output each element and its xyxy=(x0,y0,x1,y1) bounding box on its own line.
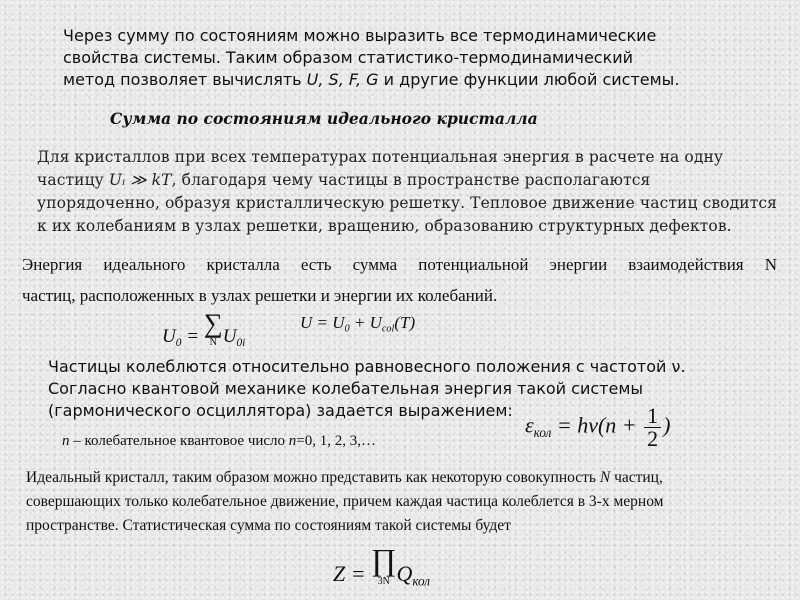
ideal-line-3: пространстве. Статистическая сумма по состояниям такой системы будет xyxy=(26,517,511,534)
oscillation-line-2: Согласно квантовой механике колебательная энергия такой системы xyxy=(48,379,644,398)
section-title: Сумма по состояниям идеального кристалла xyxy=(110,109,538,128)
quantum-number-note: n – колебательное квантовое число n=0, 1, 2, 3,… xyxy=(62,433,376,449)
fraction-one-half: $\frac{1}{2}$ xyxy=(644,405,661,450)
energy-line-2: частиц, расположенных в узлах решетки и энергии их колебаний. xyxy=(22,286,498,305)
product-symbol: ∏ 3N xyxy=(371,543,397,587)
energy-paragraph xyxy=(22,249,777,311)
crystal-line-2: частицу Uᵢ ≫ kT, благодаря чему частицы в пространстве располагаются xyxy=(37,171,651,189)
crystal-line-4: к их колебаниям в узлах решетки, вращению, образованию структурных дефектов. xyxy=(37,217,732,235)
oscillation-line-1: Частицы колеблются относительно равновесного положения с частотой ν. xyxy=(48,357,686,376)
thermo-functions: U, S, F, G xyxy=(306,70,379,89)
sum-symbol: ∑ N xyxy=(203,308,223,348)
formula-partition-function: Z = ∏ 3N $Q_{кол}$ xyxy=(333,543,431,589)
crystal-line-3: упорядоченно, образуя кристаллическую решетку. Тепловое движение частиц сводится xyxy=(37,194,778,212)
ideal-line-1: Идеальный кристалл, таким образом можно представить как некоторую совокупность N частиц, xyxy=(26,469,663,486)
crystal-line-1: Для кристаллов при всех температурах потенциальная энергия в расчете на одну xyxy=(37,148,724,166)
formula-potential-energy-sum: $U_0$ = ∑ N $U_{0i}$ xyxy=(162,308,246,349)
intro-line-2: свойства системы. Таким образом статистико-термодинамический xyxy=(63,48,634,67)
oscillation-line-3: (гармонического осциллятора) задается выражением: xyxy=(48,401,513,420)
ideal-line-2: совершающих только колебательное движение, причем каждая частица колеблется в 3-х мерном xyxy=(26,493,664,510)
inequality-math: Uᵢ ≫ kT xyxy=(108,171,172,189)
formula-total-energy: $U = U_0 + U_{col}(T)$ xyxy=(300,313,416,335)
formula-vibrational-energy: $\varepsilon_{кол} = h\nu(n$ + $\frac{1}{2}$ ) xyxy=(525,403,671,451)
ideal-crystal-paragraph xyxy=(26,466,776,538)
intro-line-3: метод позволяет вычислять U, S, F, G и другие функции любой системы. xyxy=(63,70,680,89)
intro-line-1: Через сумму по состояниям можно выразить все термодинамические xyxy=(63,26,657,45)
energy-line-1: Энергия идеального кристалла есть сумма потенциальной энергии взаимодействия N xyxy=(22,255,777,274)
intro-paragraph xyxy=(63,25,763,91)
crystal-paragraph xyxy=(37,146,782,238)
